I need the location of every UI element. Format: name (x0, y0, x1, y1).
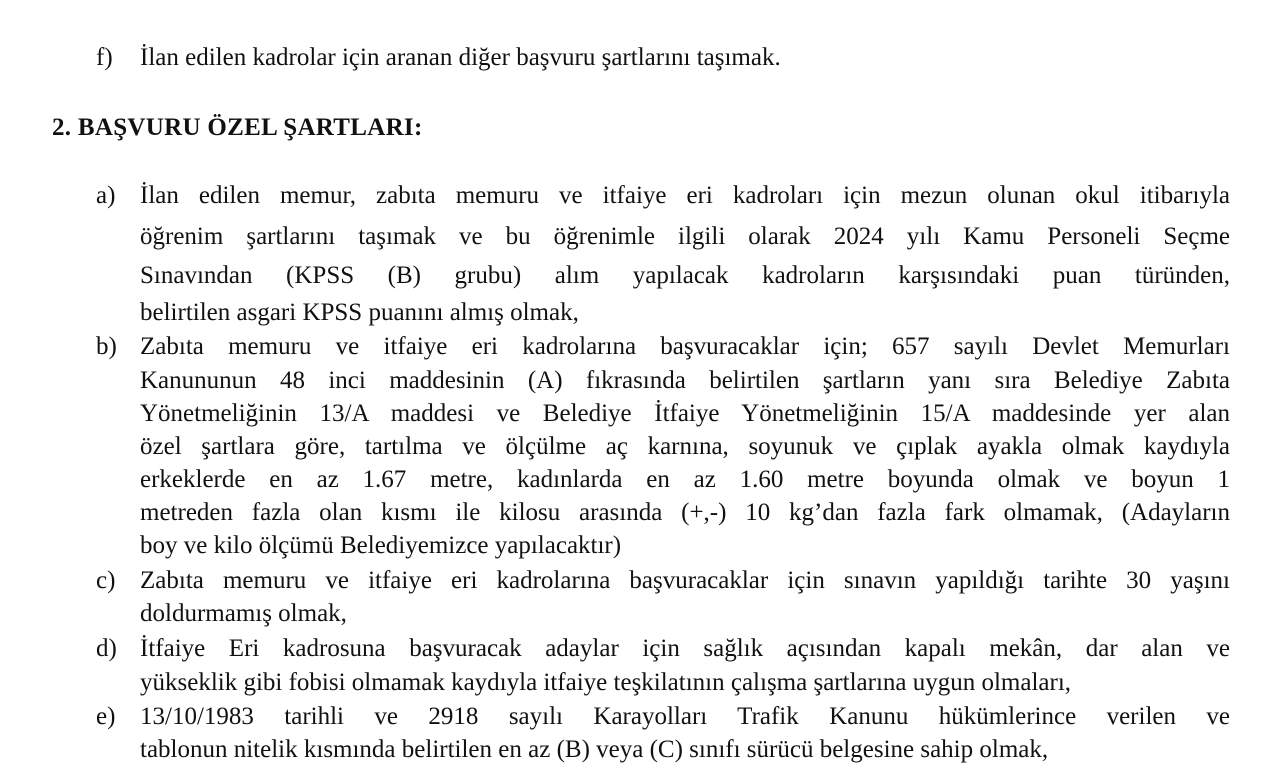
text-line: doldurmamış olmak, (140, 600, 347, 627)
text-line: İlan edilen memur, zabıta memuru ve itfaiye eri kadroları için mezun olunan okul itibarıyla (140, 182, 1230, 209)
list-marker: d) (96, 635, 117, 662)
text-line: öğrenim şartlarını taşımak ve bu öğrenimle ilgili olarak 2024 yılı Kamu Personeli Seçme (140, 223, 1230, 250)
list-marker: b) (96, 333, 117, 360)
text-line: Yönetmeliğinin 13/A maddesi ve Belediye İtfaiye Yönetmeliğinin 15/A maddesinde yer alan (140, 400, 1230, 427)
text-line: Sınavından (KPSS (B) grubu) alım yapılacak kadroların karşısındaki puan türünden, (140, 262, 1230, 289)
text-line: İlan edilen kadrolar için aranan diğer başvuru şartlarını taşımak. (140, 44, 781, 71)
text-line: belirtilen asgari KPSS puanını almış olmak, (140, 299, 579, 326)
text-line: 13/10/1983 tarihli ve 2918 sayılı Karayolları Trafik Kanunu hükümlerince verilen ve (140, 703, 1230, 730)
text-line: erkeklerde en az 1.67 metre, kadınlarda en az 1.60 metre boyunda olmak ve boyun 1 (140, 466, 1230, 493)
text-line: yükseklik gibi fobisi olmamak kaydıyla itfaiye teşkilatının çalışma şartlarına uygun olmaları, (140, 669, 1072, 696)
text-line: Zabıta memuru ve itfaiye eri kadrolarına başvuracaklar için; 657 sayılı Devlet Memurları (140, 333, 1230, 360)
text-line: boy ve kilo ölçümü Belediyemizce yapılacaktır) (140, 532, 622, 559)
text-line: tablonun nitelik kısmında belirtilen en az (B) veya (C) sınıfı sürücü belgesine sahip olmak, (140, 736, 1049, 763)
section-heading: 2. BAŞVURU ÖZEL ŞARTLARI: (52, 114, 423, 141)
list-marker: f) (96, 44, 113, 71)
list-marker: c) (96, 567, 116, 594)
text-line: İtfaiye Eri kadrosuna başvuracak adaylar için sağlık açısından kapalı mekân, dar alan ve (140, 635, 1230, 662)
text-line: Kanununun 48 inci maddesinin (A) fıkrasında belirtilen şartların yanı sıra Belediye Zabıta (140, 367, 1230, 394)
text-line: özel şartlara göre, tartılma ve ölçülme aç karnına, soyunuk ve çıplak ayakla olmak kaydıyla (140, 433, 1230, 460)
text-line: Zabıta memuru ve itfaiye eri kadrolarına başvuracaklar için sınavın yapıldığı tarihte 30 yaşını (140, 567, 1230, 594)
list-marker: e) (96, 703, 116, 730)
text-line: metreden fazla olan kısmı ile kilosu arasında (+,-) 10 kg’dan fazla fark olmamak, (Adayların (140, 499, 1230, 526)
list-marker: a) (96, 182, 116, 209)
